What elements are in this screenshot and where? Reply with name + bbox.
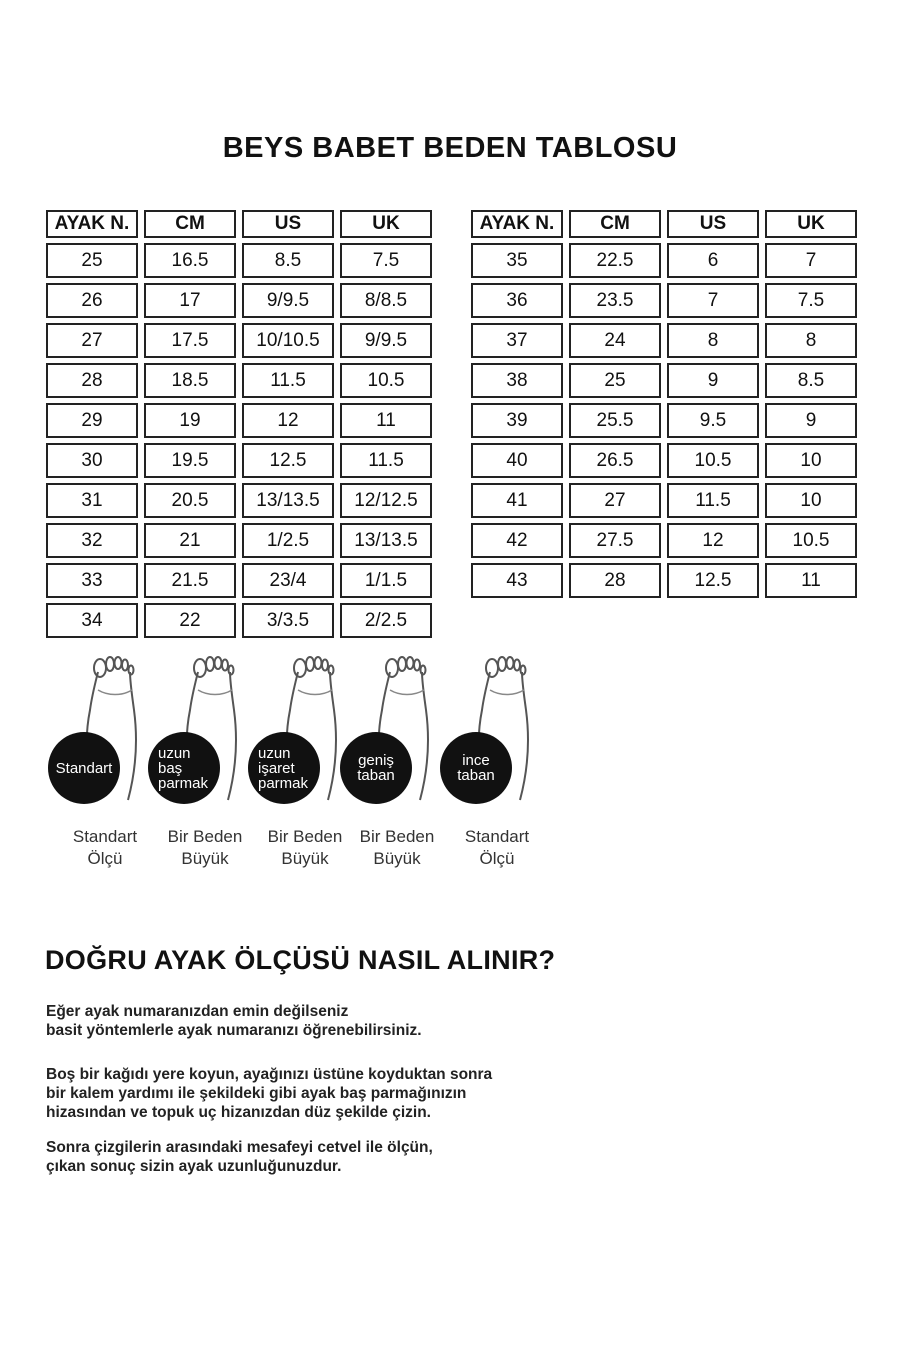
table-cell: 26 (46, 283, 138, 318)
table-cell: 7 (765, 243, 857, 278)
column-header: US (667, 210, 759, 238)
foot-type-badge: uzun işaret parmak (248, 732, 320, 804)
table-cell: 34 (46, 603, 138, 638)
column-header: AYAK N. (471, 210, 563, 238)
table-cell: 10.5 (667, 443, 759, 478)
table-row (471, 483, 857, 518)
foot-type-item (340, 650, 438, 880)
table-cell: 13/13.5 (242, 483, 334, 518)
caption-line: Ölçü (479, 849, 515, 868)
table-cell: 35 (471, 243, 563, 278)
foot-type-item (440, 650, 538, 880)
table-cell: 11.5 (340, 443, 432, 478)
table-row (46, 323, 432, 358)
table-row (46, 603, 432, 638)
caption-line: Büyük (181, 849, 229, 868)
caption-line: Bir Beden (167, 827, 243, 846)
table-cell: 25.5 (569, 403, 661, 438)
foot-type-badge: ince taban (440, 732, 512, 804)
table-cell: 25 (46, 243, 138, 278)
foot-type-item (248, 650, 346, 880)
table-cell: 9/9.5 (340, 323, 432, 358)
table-cell: 20.5 (144, 483, 236, 518)
table-cell: 25 (569, 363, 661, 398)
table-cell: 1/1.5 (340, 563, 432, 598)
table-cell: 43 (471, 563, 563, 598)
caption-line: Ölçü (87, 849, 123, 868)
table-cell: 17 (144, 283, 236, 318)
table-row (46, 403, 432, 438)
column-header: AYAK N. (46, 210, 138, 238)
table-cell: 10 (765, 443, 857, 478)
table-cell: 41 (471, 483, 563, 518)
table-cell: 24 (569, 323, 661, 358)
table-cell: 11.5 (667, 483, 759, 518)
paragraph-intro (46, 1002, 422, 1040)
table-cell: 3/3.5 (242, 603, 334, 638)
caption-line: Bir Beden (359, 827, 435, 846)
table-cell: 33 (46, 563, 138, 598)
table-cell: 28 (569, 563, 661, 598)
table-cell: 9 (667, 363, 759, 398)
table-cell: 6 (667, 243, 759, 278)
table-cell: 21.5 (144, 563, 236, 598)
table-row (471, 323, 857, 358)
table-row (471, 283, 857, 318)
table-cell: 21 (144, 523, 236, 558)
table-cell: 23/4 (242, 563, 334, 598)
table-cell: 27 (569, 483, 661, 518)
table-cell: 18.5 (144, 363, 236, 398)
table-cell: 12.5 (667, 563, 759, 598)
table-cell: 19 (144, 403, 236, 438)
table-cell: 12/12.5 (340, 483, 432, 518)
table-cell: 8 (765, 323, 857, 358)
table-cell: 29 (46, 403, 138, 438)
column-header: CM (569, 210, 661, 238)
foot-type-item (148, 650, 246, 880)
table-cell: 11.5 (242, 363, 334, 398)
table-cell: 19.5 (144, 443, 236, 478)
table-cell: 31 (46, 483, 138, 518)
table-row (471, 523, 857, 558)
paragraph-result (46, 1138, 433, 1176)
table-cell: 1/2.5 (242, 523, 334, 558)
table-row (471, 243, 857, 278)
table-cell: 28 (46, 363, 138, 398)
table-cell: 9/9.5 (242, 283, 334, 318)
table-cell: 9.5 (667, 403, 759, 438)
table-cell: 27 (46, 323, 138, 358)
table-row (46, 283, 432, 318)
table-row (471, 563, 857, 598)
table-cell: 2/2.5 (340, 603, 432, 638)
paragraph-method (46, 1065, 492, 1122)
table-row (471, 443, 857, 478)
table-cell: 12 (667, 523, 759, 558)
paragraph-line: basit yöntemlerle ayak numaranızı öğrenebilirsiniz. (46, 1022, 422, 1039)
caption-line: Standart (72, 827, 138, 846)
table-row (46, 443, 432, 478)
table-cell: 39 (471, 403, 563, 438)
table-cell: 10.5 (340, 363, 432, 398)
table-cell: 10/10.5 (242, 323, 334, 358)
table-row (46, 523, 432, 558)
caption-line: Standart (464, 827, 530, 846)
table-cell: 8/8.5 (340, 283, 432, 318)
foot-type-badge: uzun baş parmak (148, 732, 220, 804)
foot-type-caption (60, 826, 150, 870)
table-cell: 9 (765, 403, 857, 438)
paragraph-line: çıkan sonuç sizin ayak uzunluğunuzdur. (46, 1158, 342, 1175)
caption-line: Büyük (373, 849, 421, 868)
table-cell: 10.5 (765, 523, 857, 558)
table-cell: 11 (340, 403, 432, 438)
table-cell: 23.5 (569, 283, 661, 318)
table-cell: 12 (242, 403, 334, 438)
table-cell: 27.5 (569, 523, 661, 558)
table-header-row (471, 210, 857, 238)
table-cell: 22 (144, 603, 236, 638)
paragraph-line: Sonra çizgilerin arasındaki mesafeyi cetvel ile ölçün, (46, 1139, 433, 1156)
table-cell: 17.5 (144, 323, 236, 358)
table-row (471, 403, 857, 438)
table-row (46, 563, 432, 598)
foot-type-item (48, 650, 146, 880)
paragraph-line: hizasından ve topuk uç hizanızdan düz şekilde çizin. (46, 1104, 431, 1121)
foot-type-caption (352, 826, 442, 870)
paragraph-line: Eğer ayak numaranızdan emin değilseniz (46, 1003, 349, 1020)
table-cell: 8.5 (765, 363, 857, 398)
table-cell: 8.5 (242, 243, 334, 278)
table-row (471, 363, 857, 398)
size-table-left (40, 205, 438, 643)
table-cell: 11 (765, 563, 857, 598)
table-cell: 38 (471, 363, 563, 398)
table-cell: 7.5 (340, 243, 432, 278)
table-cell: 8 (667, 323, 759, 358)
table-row (46, 483, 432, 518)
table-cell: 12.5 (242, 443, 334, 478)
column-header: UK (340, 210, 432, 238)
table-cell: 7.5 (765, 283, 857, 318)
table-cell: 37 (471, 323, 563, 358)
caption-line: Büyük (281, 849, 329, 868)
table-cell: 13/13.5 (340, 523, 432, 558)
table-cell: 7 (667, 283, 759, 318)
table-cell: 42 (471, 523, 563, 558)
table-cell: 22.5 (569, 243, 661, 278)
foot-type-caption (260, 826, 350, 870)
table-cell: 26.5 (569, 443, 661, 478)
paragraph-line: Boş bir kağıdı yere koyun, ayağınızı üstüne koyduktan sonra (46, 1066, 493, 1083)
foot-type-caption (160, 826, 250, 870)
foot-type-badge: geniş taban (340, 732, 412, 804)
table-cell: 16.5 (144, 243, 236, 278)
foot-type-caption (452, 826, 542, 870)
how-to-measure-title: DOĞRU AYAK ÖLÇÜSÜ NASIL ALINIR? (45, 945, 556, 975)
column-header: US (242, 210, 334, 238)
table-row (46, 243, 432, 278)
table-cell: 10 (765, 483, 857, 518)
table-cell: 32 (46, 523, 138, 558)
caption-line: Bir Beden (267, 827, 343, 846)
size-table-right (465, 205, 863, 603)
table-cell: 36 (471, 283, 563, 318)
table-cell: 40 (471, 443, 563, 478)
table-header-row (46, 210, 432, 238)
page-title: BEYS BABET BEDEN TABLOSU (222, 132, 678, 164)
table-cell: 30 (46, 443, 138, 478)
column-header: CM (144, 210, 236, 238)
column-header: UK (765, 210, 857, 238)
paragraph-line: bir kalem yardımı ile şekildeki gibi ayak baş parmağınızın (46, 1085, 467, 1102)
table-row (46, 363, 432, 398)
foot-type-badge: Standart (48, 732, 120, 804)
